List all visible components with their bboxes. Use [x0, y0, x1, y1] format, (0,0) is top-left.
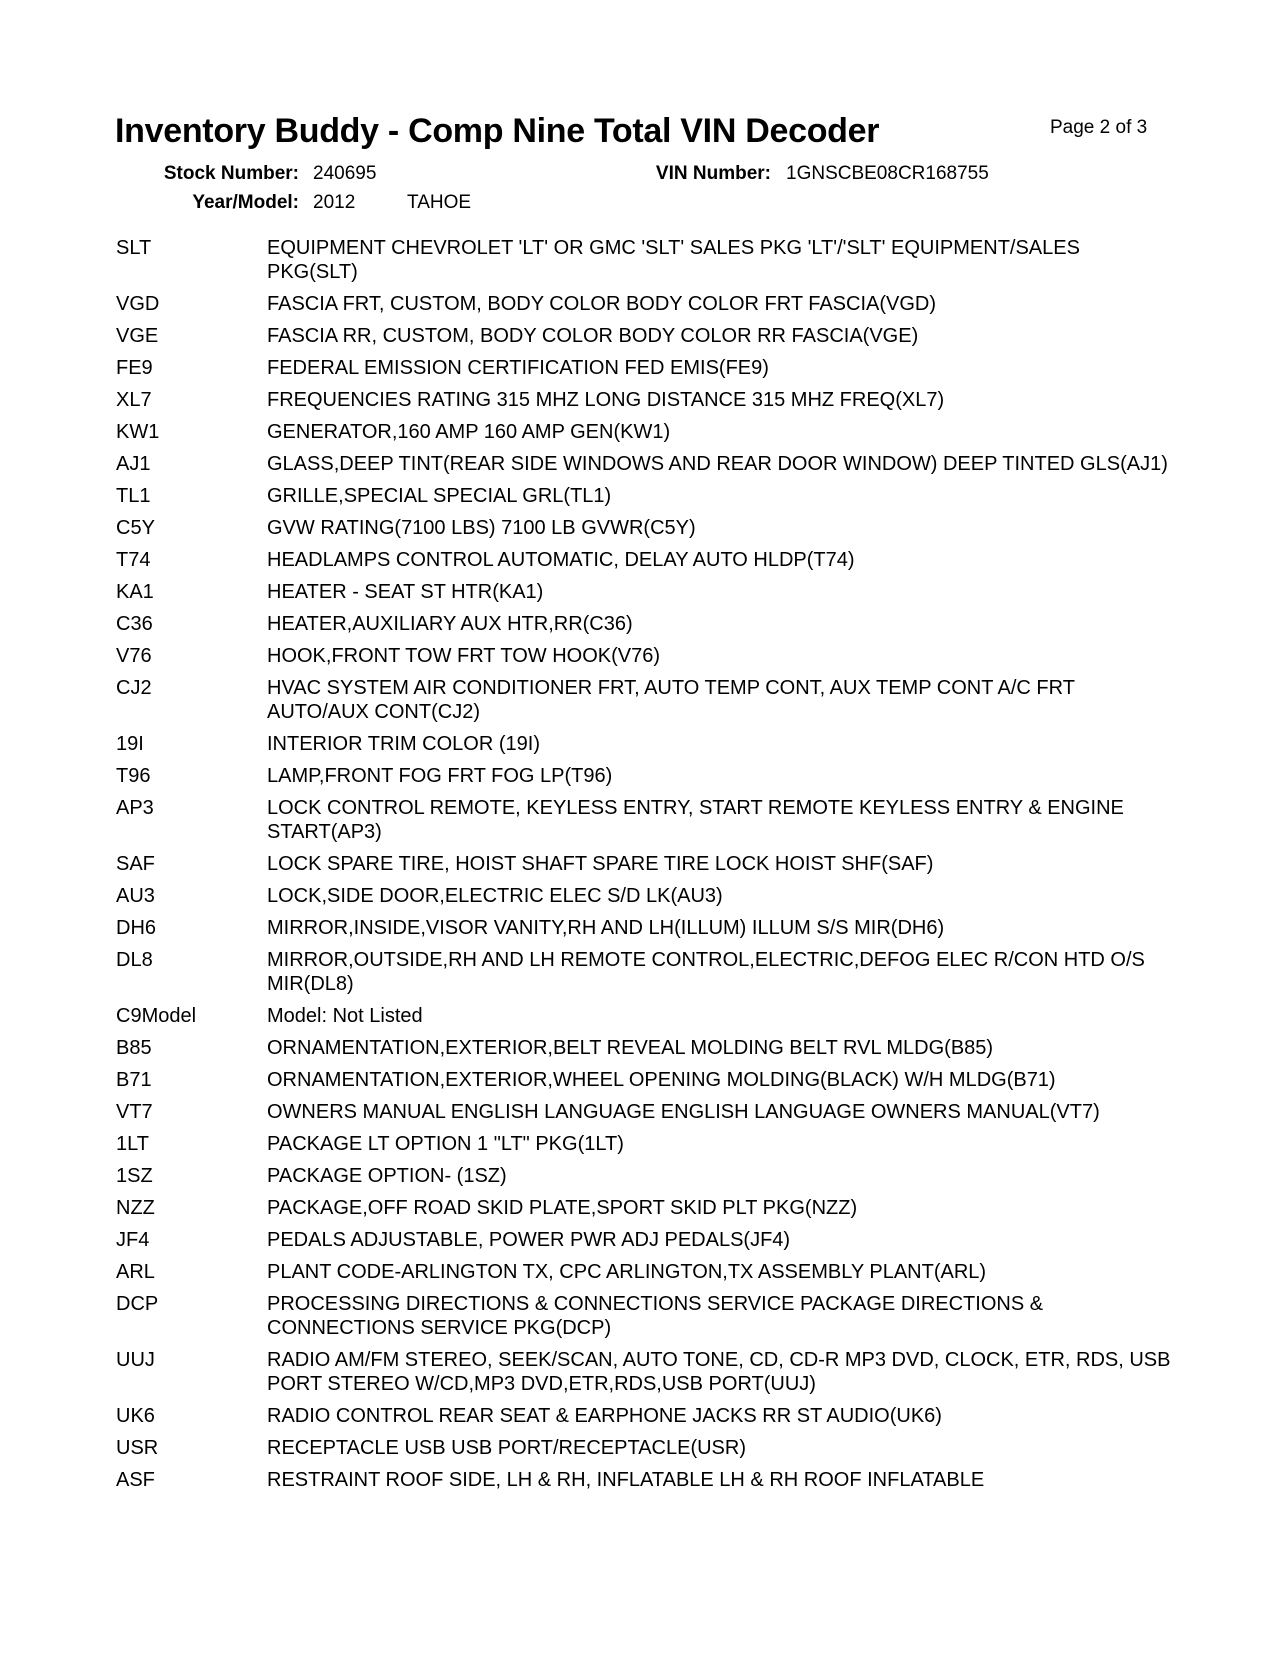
option-description: ORNAMENTATION,EXTERIOR,BELT REVEAL MOLDING BELT RVL MLDG(B85)	[267, 1037, 994, 1059]
code-row	[116, 236, 1176, 284]
option-description: OWNERS MANUAL ENGLISH LANGUAGE ENGLISH LANGUAGE OWNERS MANUAL(VT7)	[267, 1101, 1100, 1123]
option-code: AU3	[116, 885, 155, 907]
option-code: T96	[116, 765, 151, 787]
code-row	[116, 916, 1176, 940]
option-description: GRILLE,SPECIAL SPECIAL GRL(TL1)	[267, 485, 612, 507]
option-code: C5Y	[116, 517, 155, 539]
code-row	[116, 1260, 1176, 1284]
option-description: RECEPTACLE USB USB PORT/RECEPTACLE(USR)	[267, 1437, 746, 1459]
option-code: ASF	[116, 1469, 155, 1491]
code-row	[116, 1132, 1176, 1156]
option-description: FASCIA RR, CUSTOM, BODY COLOR BODY COLOR RR FASCIA(VGE)	[267, 325, 919, 347]
option-code: SLT	[116, 237, 152, 259]
option-description: RADIO AM/FM STEREO, SEEK/SCAN, AUTO TONE, CD, CD-R MP3 DVD, CLOCK, ETR, RDS, USB PORT STEREO W/CD,MP3 DVD,ETR,RDS,USB PORT(UUJ)	[267, 1349, 1171, 1395]
document-title: Inventory Buddy - Comp Nine Total VIN Decoder	[115, 112, 880, 150]
option-code: KA1	[116, 581, 154, 603]
option-description: GLASS,DEEP TINT(REAR SIDE WINDOWS AND REAR DOOR WINDOW) DEEP TINTED GLS(AJ1)	[267, 453, 1168, 475]
code-row	[116, 852, 1176, 876]
option-code: AP3	[116, 797, 154, 819]
option-code: V76	[116, 645, 152, 667]
option-code: 1SZ	[116, 1165, 153, 1187]
option-description: ORNAMENTATION,EXTERIOR,WHEEL OPENING MOLDING(BLACK) W/H MLDG(B71)	[267, 1069, 1056, 1091]
option-description: MIRROR,OUTSIDE,RH AND LH REMOTE CONTROL,ELECTRIC,DEFOG ELEC R/CON HTD O/S MIR(DL8)	[267, 949, 1145, 995]
option-description: INTERIOR TRIM COLOR (19I)	[267, 733, 540, 755]
option-code: C36	[116, 613, 153, 635]
option-description: HEADLAMPS CONTROL AUTOMATIC, DELAY AUTO HLDP(T74)	[267, 549, 855, 571]
option-code: UUJ	[116, 1349, 155, 1371]
option-code: C9Model	[116, 1005, 197, 1027]
option-code: T74	[116, 549, 151, 571]
code-row	[116, 420, 1176, 444]
code-row	[116, 644, 1176, 668]
option-code: B85	[116, 1037, 152, 1059]
option-code-list	[116, 236, 1176, 1500]
vin-number-value: 1GNSCBE08CR168755	[786, 163, 989, 184]
option-code: ARL	[116, 1261, 155, 1283]
option-description: Model: Not Listed	[267, 1005, 423, 1027]
code-row	[116, 1196, 1176, 1220]
option-description: HEATER,AUXILIARY AUX HTR,RR(C36)	[267, 613, 633, 635]
option-description: PROCESSING DIRECTIONS & CONNECTIONS SERVICE PACKAGE DIRECTIONS & CONNECTIONS SERVICE PKG(DCP)	[267, 1293, 1044, 1339]
option-description: LOCK,SIDE DOOR,ELECTRIC ELEC S/D LK(AU3)	[267, 885, 723, 907]
code-row	[116, 676, 1176, 724]
option-description: PLANT CODE-ARLINGTON TX, CPC ARLINGTON,TX ASSEMBLY PLANT(ARL)	[267, 1261, 987, 1283]
option-description: RESTRAINT ROOF SIDE, LH & RH, INFLATABLE LH & RH ROOF INFLATABLE	[267, 1469, 985, 1491]
code-row	[116, 948, 1176, 996]
code-row	[116, 516, 1176, 540]
option-code: VGD	[116, 293, 160, 315]
option-code: TL1	[116, 485, 151, 507]
option-description: PACKAGE OPTION- (1SZ)	[267, 1165, 507, 1187]
option-code: DH6	[116, 917, 157, 939]
code-row	[116, 356, 1176, 380]
option-code: KW1	[116, 421, 160, 443]
option-code: B71	[116, 1069, 152, 1091]
option-code: DCP	[116, 1293, 159, 1315]
code-row	[116, 1348, 1176, 1396]
code-row	[116, 1228, 1176, 1252]
code-row	[116, 1068, 1176, 1092]
option-code: 19I	[116, 733, 144, 755]
option-description: FREQUENCIES RATING 315 MHZ LONG DISTANCE 315 MHZ FREQ(XL7)	[267, 389, 945, 411]
option-code: DL8	[116, 949, 153, 971]
option-description: FEDERAL EMISSION CERTIFICATION FED EMIS(FE9)	[267, 357, 769, 379]
option-code: JF4	[116, 1229, 150, 1251]
option-code: XL7	[116, 389, 152, 411]
option-code: USR	[116, 1437, 159, 1459]
code-row	[116, 548, 1176, 572]
option-description: GVW RATING(7100 LBS) 7100 LB GVWR(C5Y)	[267, 517, 696, 539]
option-code: FE9	[116, 357, 153, 379]
year-model-label: Year/Model:	[192, 192, 299, 213]
option-description: PEDALS ADJUSTABLE, POWER PWR ADJ PEDALS(JF4)	[267, 1229, 791, 1251]
stock-number-label: Stock Number:	[163, 163, 299, 184]
option-description: PACKAGE,OFF ROAD SKID PLATE,SPORT SKID PLT PKG(NZZ)	[267, 1197, 858, 1219]
page-number: Page 2 of 3	[1050, 117, 1148, 138]
code-row	[116, 1036, 1176, 1060]
code-row	[116, 1436, 1176, 1460]
option-code: 1LT	[116, 1133, 149, 1155]
code-row	[116, 1004, 1176, 1028]
option-code: SAF	[116, 853, 155, 875]
option-description: GENERATOR,160 AMP 160 AMP GEN(KW1)	[267, 421, 671, 443]
code-row	[116, 580, 1176, 604]
option-code: AJ1	[116, 453, 151, 475]
code-row	[116, 324, 1176, 348]
option-description: HOOK,FRONT TOW FRT TOW HOOK(V76)	[267, 645, 661, 667]
year-value: 2012	[313, 192, 356, 213]
code-row	[116, 1468, 1176, 1492]
option-description: PACKAGE LT OPTION 1 "LT" PKG(1LT)	[267, 1133, 624, 1155]
option-description: RADIO CONTROL REAR SEAT & EARPHONE JACKS RR ST AUDIO(UK6)	[267, 1405, 942, 1427]
option-code: NZZ	[116, 1197, 155, 1219]
option-code: VT7	[116, 1101, 153, 1123]
option-description: LOCK SPARE TIRE, HOIST SHAFT SPARE TIRE LOCK HOIST SHF(SAF)	[267, 853, 934, 875]
code-row	[116, 484, 1176, 508]
code-row	[116, 884, 1176, 908]
option-description: LAMP,FRONT FOG FRT FOG LP(T96)	[267, 765, 613, 787]
option-description: FASCIA FRT, CUSTOM, BODY COLOR BODY COLOR FRT FASCIA(VGD)	[267, 293, 937, 315]
stock-number-value: 240695	[313, 163, 377, 184]
code-row	[116, 1404, 1176, 1428]
code-row	[116, 1100, 1176, 1124]
code-row	[116, 612, 1176, 636]
code-row	[116, 1164, 1176, 1188]
code-row	[116, 796, 1176, 844]
vin-number-label: VIN Number:	[655, 163, 771, 184]
option-description: HVAC SYSTEM AIR CONDITIONER FRT, AUTO TEMP CONT, AUX TEMP CONT A/C FRT AUTO/AUX CONT(CJ2)	[267, 677, 1075, 723]
model-value: TAHOE	[407, 192, 472, 213]
code-row	[116, 292, 1176, 316]
option-code: CJ2	[116, 677, 152, 699]
option-code: VGE	[116, 325, 159, 347]
option-description: LOCK CONTROL REMOTE, KEYLESS ENTRY, START REMOTE KEYLESS ENTRY & ENGINE START(AP3)	[267, 797, 1124, 843]
option-description: EQUIPMENT CHEVROLET 'LT' OR GMC 'SLT' SALES PKG 'LT'/'SLT' EQUIPMENT/SALES PKG(SLT)	[267, 237, 1080, 283]
code-row	[116, 1292, 1176, 1340]
code-row	[116, 452, 1176, 476]
option-code: UK6	[116, 1405, 155, 1427]
code-row	[116, 388, 1176, 412]
code-row	[116, 732, 1176, 756]
code-row	[116, 764, 1176, 788]
option-description: MIRROR,INSIDE,VISOR VANITY,RH AND LH(ILLUM) ILLUM S/S MIR(DH6)	[267, 917, 945, 939]
option-description: HEATER - SEAT ST HTR(KA1)	[267, 581, 544, 603]
